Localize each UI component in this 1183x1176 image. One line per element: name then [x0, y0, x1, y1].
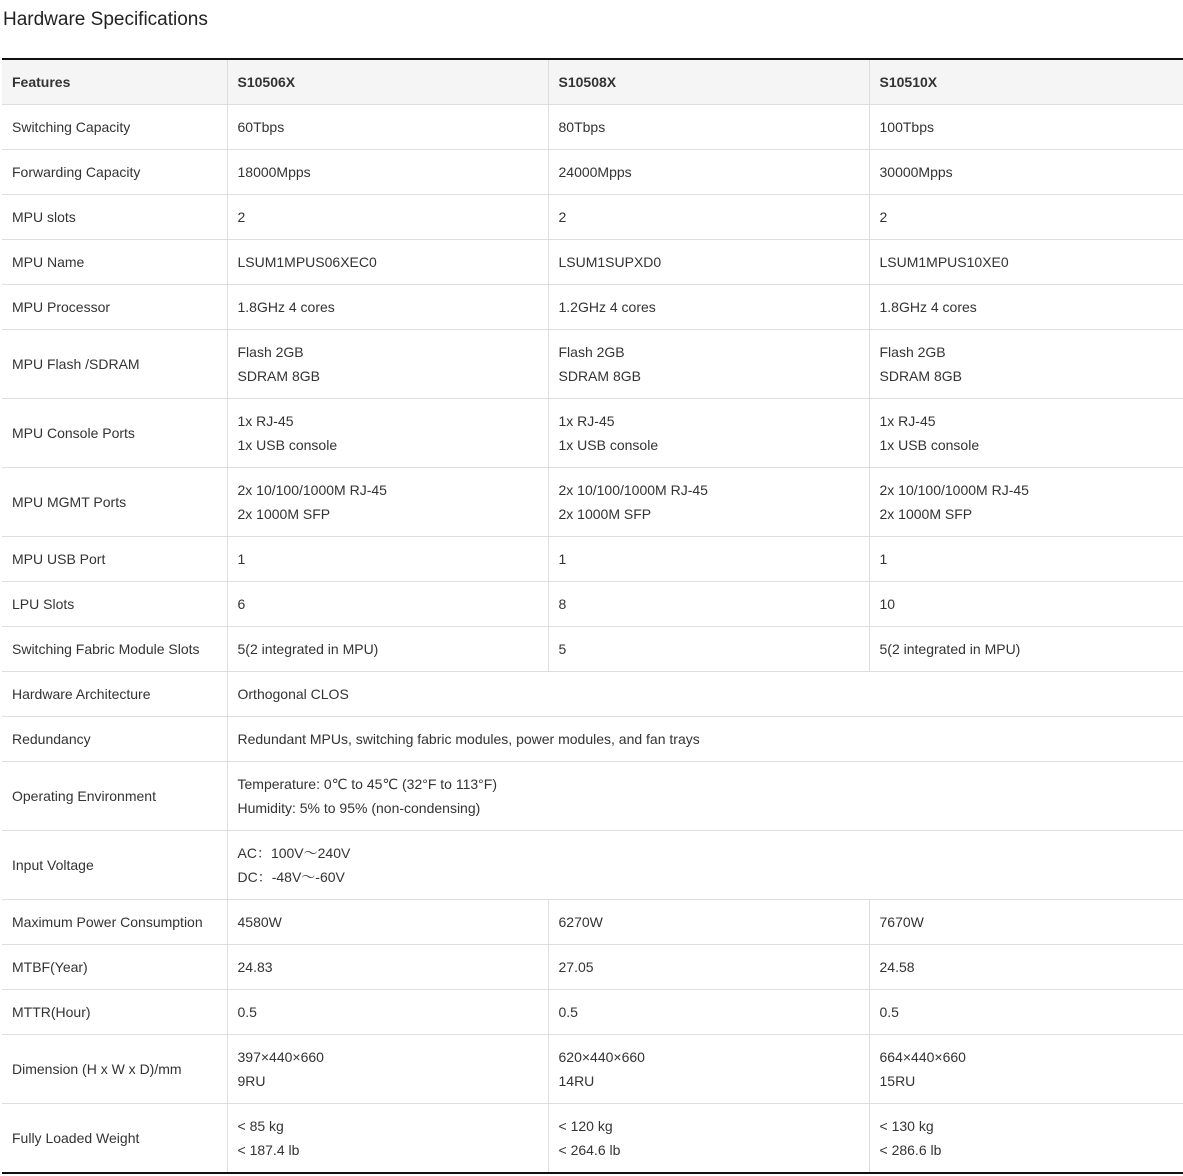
spec-value-s10510x: [869, 399, 1183, 468]
spec-value-line: 1x USB console: [879, 437, 980, 453]
spec-value-line: 100Tbps: [879, 119, 934, 135]
table-body: [2, 105, 1183, 1174]
feature-label: Maximum Power Consumption: [2, 900, 227, 945]
header-s10510x: S10510X: [869, 59, 1183, 105]
spec-value-line: 1: [879, 551, 888, 567]
spec-value-line: 0.5: [558, 1004, 578, 1020]
feature-label: Hardware Architecture: [2, 672, 227, 717]
feature-label: MPU Processor: [2, 285, 227, 330]
spec-value-line: Flash 2GB: [237, 344, 304, 360]
spec-value-line: 4580W: [237, 914, 282, 930]
spec-value-s10506x: [227, 537, 548, 582]
spec-value-line: 0.5: [879, 1004, 899, 1020]
spec-value-line: 27.05: [558, 959, 594, 975]
spec-value-s10510x: [869, 945, 1183, 990]
feature-label: Switching Capacity: [2, 105, 227, 150]
spec-value-line: < 187.4 lb: [237, 1142, 300, 1158]
feature-label: Operating Environment: [2, 762, 227, 831]
spec-value-s10508x: [548, 468, 869, 537]
spec-value-line: 2x 1000M SFP: [237, 506, 331, 522]
spec-value-s10506x: [227, 240, 548, 285]
spec-value-line: 664×440×660: [879, 1049, 966, 1065]
table-row: [2, 468, 1183, 537]
spec-value-line: 15RU: [879, 1073, 916, 1089]
feature-label: MPU Console Ports: [2, 399, 227, 468]
spec-value-line: 14RU: [558, 1073, 595, 1089]
table-row: [2, 627, 1183, 672]
spec-value-s10506x: [227, 399, 548, 468]
spec-value-line: SDRAM 8GB: [558, 368, 641, 384]
spec-value-s10506x: [227, 627, 548, 672]
spec-value-s10506x: [227, 990, 548, 1035]
spec-value-line: Temperature: 0℃ to 45℃ (32°F to 113°F): [237, 776, 497, 792]
table-row: [2, 105, 1183, 150]
spec-value-s10506x: [227, 150, 548, 195]
spec-value-line: SDRAM 8GB: [237, 368, 320, 384]
spec-value-s10510x: [869, 330, 1183, 399]
spec-value-line: < 85 kg: [237, 1118, 284, 1134]
table-row: [2, 330, 1183, 399]
spec-value-line: 397×440×660: [237, 1049, 324, 1065]
spec-value-line: 5(2 integrated in MPU): [237, 641, 379, 657]
spec-value-line: 24.58: [879, 959, 915, 975]
feature-label: MPU Name: [2, 240, 227, 285]
spec-value-line: 8: [558, 596, 567, 612]
spec-value-s10510x: [869, 195, 1183, 240]
spec-value-s10508x: [548, 900, 869, 945]
spec-value-s10510x: [869, 105, 1183, 150]
spec-value-s10508x: [548, 945, 869, 990]
spec-value-s10508x: [548, 240, 869, 285]
feature-label: MPU slots: [2, 195, 227, 240]
table-row: [2, 762, 1183, 831]
spec-value-s10510x: [869, 468, 1183, 537]
spec-value-s10506x: [227, 900, 548, 945]
spec-value-line: AC：100V～240V: [237, 845, 351, 861]
page-title: Hardware Specifications: [3, 9, 208, 30]
spec-value-s10510x: [869, 1104, 1183, 1174]
feature-label: MTTR(Hour): [2, 990, 227, 1035]
feature-label: MPU Flash /SDRAM: [2, 330, 227, 399]
spec-value-s10510x: [869, 900, 1183, 945]
spec-value-line: < 264.6 lb: [558, 1142, 621, 1158]
spec-value-line: 5(2 integrated in MPU): [879, 641, 1021, 657]
spec-value-line: 2: [237, 209, 246, 225]
feature-label: LPU Slots: [2, 582, 227, 627]
spec-value-line: 60Tbps: [237, 119, 285, 135]
spec-value-line: 1x RJ-45: [558, 413, 615, 429]
spec-value-line: Redundant MPUs, switching fabric modules, power modules, and fan trays: [237, 731, 700, 747]
spec-value-line: 24000Mpps: [558, 164, 632, 180]
spec-value-line: 1x RJ-45: [237, 413, 294, 429]
spec-value-line: 2x 1000M SFP: [879, 506, 973, 522]
table-row: [2, 582, 1183, 627]
spec-value-s10508x: [548, 627, 869, 672]
spec-value-line: 2: [879, 209, 888, 225]
spec-value-line: 1.8GHz 4 cores: [237, 299, 335, 315]
spec-value-line: LSUM1MPUS10XE0: [879, 254, 1009, 270]
table-row: [2, 240, 1183, 285]
table-row: [2, 150, 1183, 195]
spec-value-line: 1.2GHz 4 cores: [558, 299, 656, 315]
spec-value-line: 1x USB console: [558, 437, 659, 453]
spec-value-s10506x: [227, 582, 548, 627]
spec-value-s10508x: [548, 1104, 869, 1174]
table-row: [2, 945, 1183, 990]
spec-value-s10508x: [548, 399, 869, 468]
table-header-row: [2, 59, 1183, 105]
feature-label: Redundancy: [2, 717, 227, 762]
spec-value-line: Humidity: 5% to 95% (non-condensing): [237, 800, 481, 816]
spec-value-s10506x: [227, 945, 548, 990]
spec-value-line: < 130 kg: [879, 1118, 934, 1134]
spec-value-line: 7670W: [879, 914, 924, 930]
spec-value-s10508x: [548, 1035, 869, 1104]
spec-value-line: 24.83: [237, 959, 273, 975]
feature-label: Forwarding Capacity: [2, 150, 227, 195]
feature-label: Fully Loaded Weight: [2, 1104, 227, 1174]
spec-value-s10506x: [227, 285, 548, 330]
spec-value-line: Flash 2GB: [879, 344, 946, 360]
spec-value-shared: [227, 672, 1183, 717]
spec-value-line: 2x 10/100/1000M RJ-45: [558, 482, 708, 498]
spec-value-s10510x: [869, 582, 1183, 627]
spec-value-line: 80Tbps: [558, 119, 606, 135]
spec-value-s10510x: [869, 537, 1183, 582]
table-row: [2, 1104, 1183, 1174]
feature-label: MPU MGMT Ports: [2, 468, 227, 537]
spec-value-line: Orthogonal CLOS: [237, 686, 349, 702]
header-s10508x: S10508X: [548, 59, 869, 105]
spec-value-s10508x: [548, 105, 869, 150]
spec-value-s10508x: [548, 990, 869, 1035]
spec-value-line: 2x 1000M SFP: [558, 506, 652, 522]
spec-value-s10510x: [869, 240, 1183, 285]
table-row: [2, 900, 1183, 945]
feature-label: Dimension (H x W x D)/mm: [2, 1035, 227, 1104]
spec-value-line: LSUM1MPUS06XEC0: [237, 254, 377, 270]
spec-value-s10510x: [869, 990, 1183, 1035]
table-row: [2, 717, 1183, 762]
spec-value-line: 2x 10/100/1000M RJ-45: [237, 482, 387, 498]
spec-value-line: 1.8GHz 4 cores: [879, 299, 977, 315]
spec-value-line: < 120 kg: [558, 1118, 613, 1134]
spec-value-line: 6: [237, 596, 246, 612]
spec-value-s10508x: [548, 582, 869, 627]
spec-value-line: 1x USB console: [237, 437, 338, 453]
spec-value-s10506x: [227, 1035, 548, 1104]
spec-value-s10508x: [548, 537, 869, 582]
spec-value-s10506x: [227, 330, 548, 399]
spec-value-s10510x: [869, 627, 1183, 672]
spec-value-s10506x: [227, 105, 548, 150]
feature-label: Switching Fabric Module Slots: [2, 627, 227, 672]
feature-label: Input Voltage: [2, 831, 227, 900]
spec-value-line: 9RU: [237, 1073, 266, 1089]
spec-value-line: 18000Mpps: [237, 164, 311, 180]
header-s10506x: S10506X: [227, 59, 548, 105]
spec-value-line: 2: [558, 209, 567, 225]
spec-value-line: 30000Mpps: [879, 164, 953, 180]
spec-value-line: 620×440×660: [558, 1049, 645, 1065]
spec-value-s10510x: [869, 1035, 1183, 1104]
spec-value-s10506x: [227, 1104, 548, 1174]
spec-value-line: 6270W: [558, 914, 603, 930]
spec-value-line: < 286.6 lb: [879, 1142, 942, 1158]
spec-value-shared: [227, 831, 1183, 900]
table-row: [2, 537, 1183, 582]
feature-label: MPU USB Port: [2, 537, 227, 582]
spec-value-shared: [227, 762, 1183, 831]
spec-value-line: LSUM1SUPXD0: [558, 254, 662, 270]
table-row: [2, 195, 1183, 240]
header-features: Features: [2, 59, 227, 105]
spec-value-s10506x: [227, 195, 548, 240]
spec-value-s10506x: [227, 468, 548, 537]
spec-value-line: 1x RJ-45: [879, 413, 936, 429]
spec-value-s10508x: [548, 330, 869, 399]
spec-value-line: SDRAM 8GB: [879, 368, 962, 384]
spec-value-line: DC：-48V～-60V: [237, 869, 345, 885]
spec-value-s10510x: [869, 150, 1183, 195]
spec-value-line: 1: [558, 551, 567, 567]
spec-value-s10508x: [548, 195, 869, 240]
hardware-spec-table: [2, 58, 1183, 1174]
table-row: [2, 672, 1183, 717]
feature-label: MTBF(Year): [2, 945, 227, 990]
spec-value-s10508x: [548, 285, 869, 330]
table-row: [2, 399, 1183, 468]
table-row: [2, 831, 1183, 900]
spec-value-line: 10: [879, 596, 896, 612]
spec-value-s10510x: [869, 285, 1183, 330]
table-row: [2, 285, 1183, 330]
spec-value-shared: [227, 717, 1183, 762]
table-row: [2, 1035, 1183, 1104]
spec-value-line: 5: [558, 641, 567, 657]
spec-value-line: Flash 2GB: [558, 344, 625, 360]
spec-value-line: 2x 10/100/1000M RJ-45: [879, 482, 1029, 498]
table-row: [2, 990, 1183, 1035]
spec-value-line: 1: [237, 551, 246, 567]
spec-value-s10508x: [548, 150, 869, 195]
spec-value-line: 0.5: [237, 1004, 257, 1020]
